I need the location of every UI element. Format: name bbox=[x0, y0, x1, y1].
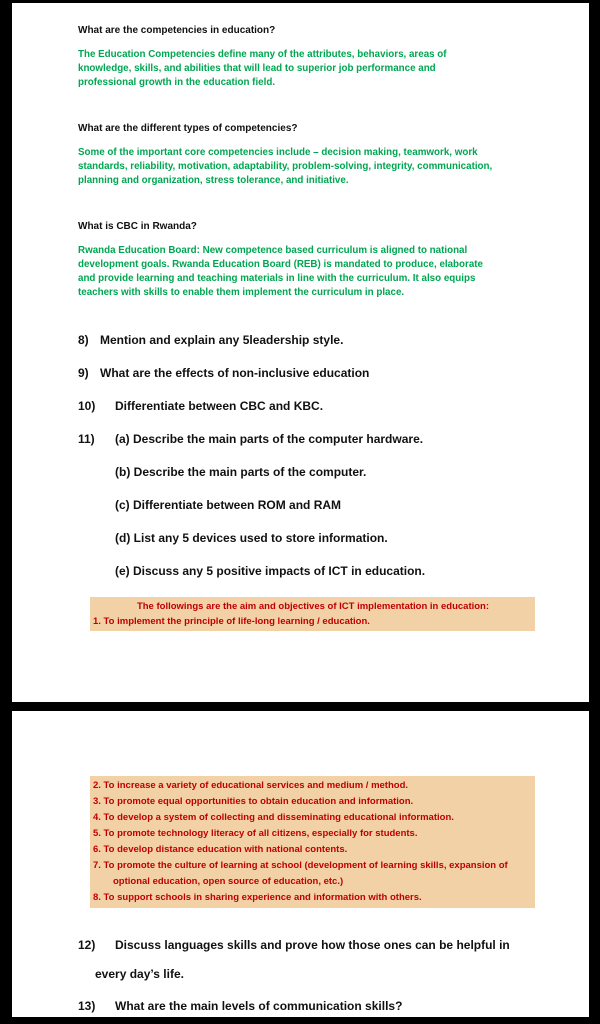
list-item-9 bbox=[78, 366, 589, 381]
sub-list-item-b: (b) Describe the main parts of the computer. bbox=[115, 465, 367, 479]
list-item-number: 10) bbox=[78, 399, 96, 413]
list-item-number: 12) bbox=[78, 938, 96, 952]
answer-line: standards, reliability, motivation, adaptability, problem-solving, integrity, communication, bbox=[78, 161, 493, 172]
list-item-text: Discuss languages skills and prove how those ones can be helpful in bbox=[115, 938, 510, 952]
answer-line: development goals. Rwanda Education Board (REB) is mandated to produce, elaborate bbox=[78, 259, 484, 270]
answer-line: The Education Competencies define many of the attributes, behaviors, areas of bbox=[78, 49, 447, 60]
answer-line: Rwanda Education Board: New competence based curriculum is aligned to national bbox=[78, 245, 468, 256]
highlight-line: 7. To promote the culture of learning at school (development of learning skills, expansion of bbox=[93, 860, 508, 871]
list-item-13 bbox=[78, 999, 589, 1014]
list-item-number: 8) bbox=[78, 333, 89, 347]
highlight-line-continuation: optional education, open source of education, etc.) bbox=[113, 876, 344, 887]
answer-line: knowledge, skills, and abilities that will lead to superior job performance and bbox=[78, 63, 436, 74]
qa-block-competencies bbox=[78, 25, 589, 90]
list-item-number: 11) bbox=[78, 432, 95, 446]
answer-line: planning and organization, stress tolerance, and initiative. bbox=[78, 175, 349, 186]
highlight-heading: The followings are the aim and objectives of ICT implementation in education: bbox=[136, 601, 490, 612]
document-page-1[interactable] bbox=[12, 3, 589, 702]
list-item-text: Differentiate between CBC and KBC. bbox=[115, 399, 324, 413]
question-heading: What is CBC in Rwanda? bbox=[78, 221, 197, 232]
answer-text bbox=[78, 48, 589, 90]
list-item-number: 13) bbox=[78, 999, 96, 1013]
answer-text bbox=[78, 146, 589, 188]
highlight-line: 6. To develop distance education with national contents. bbox=[93, 844, 348, 855]
answer-line: teachers with skills to enable them implement the curriculum in place. bbox=[78, 287, 405, 298]
list-item-text: What are the effects of non-inclusive education bbox=[100, 366, 370, 380]
list-item-12-continuation: every day’s life. bbox=[95, 967, 184, 981]
highlight-box-objectives bbox=[90, 597, 535, 631]
list-item-8 bbox=[78, 333, 589, 348]
list-item-11 bbox=[78, 432, 589, 447]
question-heading: What are the different types of competencies? bbox=[78, 123, 298, 134]
answer-line: Some of the important core competencies include – decision making, teamwork, work bbox=[78, 147, 478, 158]
qa-block-cbc bbox=[78, 221, 589, 300]
highlight-line: 4. To develop a system of collecting and disseminating educational information. bbox=[93, 812, 454, 823]
sub-list-item-c: (c) Differentiate between ROM and RAM bbox=[115, 498, 342, 512]
highlight-line: 2. To increase a variety of educational services and medium / method. bbox=[93, 780, 409, 791]
list-item-text: Mention and explain any 5leadership style. bbox=[100, 333, 344, 347]
document-page-2[interactable] bbox=[12, 711, 589, 1017]
sub-list-item-e: (e) Discuss any 5 positive impacts of ICT in education. bbox=[115, 564, 426, 578]
qa-block-types bbox=[78, 123, 589, 188]
highlight-line: 5. To promote technology literacy of all citizens, especially for students. bbox=[93, 828, 418, 839]
question-heading: What are the competencies in education? bbox=[78, 25, 276, 36]
answer-line: and provide learning and teaching materials in line with the curriculum. It also equips bbox=[78, 273, 476, 284]
list-item-text: (a) Describe the main parts of the computer hardware. bbox=[115, 432, 424, 446]
highlight-box-objectives-continued bbox=[90, 776, 535, 908]
list-item-12 bbox=[78, 938, 589, 953]
list-item-number: 9) bbox=[78, 366, 89, 380]
highlight-line: 3. To promote equal opportunities to obtain education and information. bbox=[93, 796, 414, 807]
highlight-line: 1. To implement the principle of life-long learning / education. bbox=[93, 616, 370, 627]
list-item-text: What are the main levels of communication skills? bbox=[115, 999, 403, 1013]
sub-list-item-d: (d) List any 5 devices used to store information. bbox=[115, 531, 388, 545]
answer-text bbox=[78, 244, 589, 300]
answer-line: professional growth in the education field. bbox=[78, 77, 276, 88]
list-item-10 bbox=[78, 399, 589, 414]
highlight-line: 8. To support schools in sharing experience and information with others. bbox=[93, 892, 422, 903]
